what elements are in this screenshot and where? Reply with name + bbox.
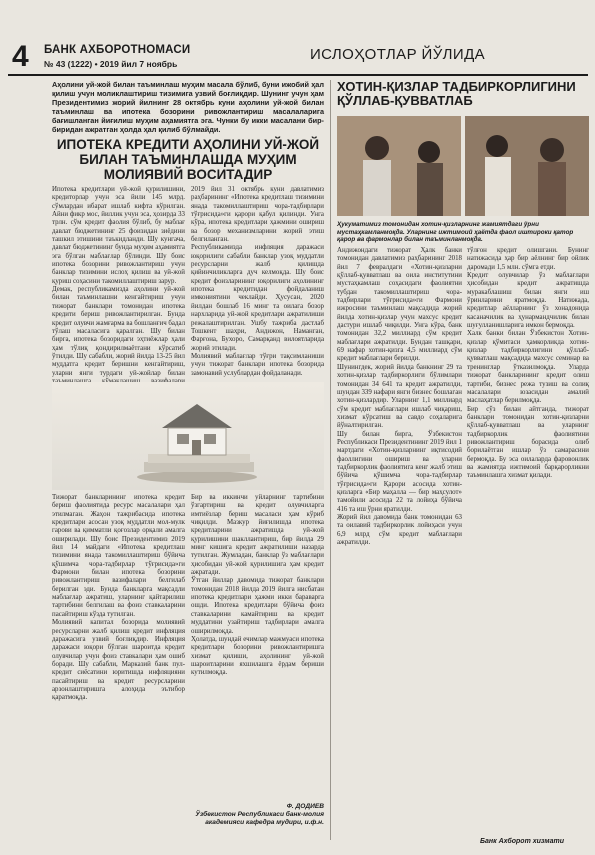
masthead-rule	[8, 74, 588, 76]
lead-paragraph: Аҳолини уй-жой билан таъминлаш муҳим масала бўлиб, буни ижобий ҳал қилиш учун моликлаштириш тизимига узвий боғлиқдир. Шунинг учун ҳам Президентимиз жорий йилнинг 28 октябрь куни аҳолини уй-жой билан таъминлаш ва ипотека бозорини ривожлантириш масалаларига бағишланган йиғилиш муҳим аҳамиятга эга. Чунки бу икки масалани бир-биридан ажратган ҳолда ҳал қилиб бўлмайди.	[52, 80, 324, 134]
right-column-2: тўлғон кредит олишгани. Бунинг натижасида ҳар бир аёлнинг бир ойлик даромади 1,5 млн. сўмга етди. Кредит олувчилар ўз маблағлари ҳисобидан кредит ажратишда муракаблашиш билан янги иш ўринларини яратмоқда. Натижада, кредитлар аёлларнинг ўз хонадонида касаначилик ва ҳунармандчилик билан шуғулланишларига имкон бермоқда. Халк банки билан Ўзбекистон Хотин-қизлар қўмитаси ҳамкорликда хотин-қизлар тадбиркорлигини қўллаб-қувватлаш мақсадида махсус семинар ва тренинглар ўтказилмоқда. Уларда тижорат банкларининг кредит олиш тартиби, бизнес режа тузиш ва солиқ масалалари юзасидан амалий маслаҳатлар берилмоқда. Бир сўз билан айтганда, тижорат банклари томонидан хотин-қизларни қўллаб-қувватлаш ва уларнинг тадбиркорлик фаолиятини ривожлантириш борасида олиб борилаётган ишлар ўз самарасини бермоқда. Бу эса оилаларда фаровонлик ва жамиятда ижтимоий барқарорликни таъминлашга хизмат қилади.	[467, 247, 589, 480]
right-column-1: Андижондаги тижорат Ҳалк банки томонидан давлатимиз раҳбарининг 2018 йил 7 февралдаги «Хотин-қизларни қўллаб-қувватлаш ва оила институтини мустаҳкамлаш соҳасидаги фаолиятни тубдан такомиллаштириш чора-тадбирлари тўғрисида»ги Фармони ижросини таъминлаш мақсадида жорий йилда хотин-қизлар учун махсус кредит дастури ишлаб чиқилди. Унга кўра, банк томонидан 32,2 миллиард сўм кредит маблағлари ажратилди. Бундан ташқари, 69 нафар хотин-қизга 4,5 миллиард сўм кредит маблағлари берилди. Шунингдек, жорий йилда банкнинг 29 та хотин-қизлар тадбиркорлиги бўлимлари томонидан 34 641 та кредит ажратилди, шундан 339 нафари янги бизнес бошлаган хотин-қизлардир. Уларнинг 1,1 миллиард сўм кредит маблағлари ишлаб чиқариш, хизмат кўрсатиш ва савдо соҳаларига йўналтирилган. Шу билан бирга, Ўзбекистон Республикаси Президентининг 2019 йил 1 мартдаги «Хотин-қизларнинг иқтисодий фаоллигини ошириш ва уларни тадбиркорлик фаолиятига кенг жалб этиш бўйича қўшимча чора-тадбирлар тўғрисида»ги Қарори асосида хотин-қизларга «Бир маҳалла — бир маҳсулот» тамойили асосида 22 та лойиҳа бўйича 416 та иш ўрни яратилди. Жорий йил давомида банк томонидан 63 та оилавий тадбиркорлик лойиҳаси учун 6,9 млрд сўм кредит маблағлари ажратилди.	[337, 247, 462, 547]
author-signature	[190, 803, 324, 826]
article-column-1-bottom: Тижорат банкларининг ипотека кредит бериш фаолиятида ресурс масалалари ҳал этилмаган. Жаҳон тажрибасида ипотека кредитлари асосан узоқ муддатли мол-мулк гарови ва қимматли қоғозлар орқали амалга оширилади. Шу боис Президентимиз 2019 йил 14 майдаги «Ипотека кредитлаш тизимини янада такомиллаштириш бўйича қўшимча чора-тадбирлар тўғрисида»ги Фармони билан ипотека бозорини ривожлантириш вазифалари белгилаб берилган эди. Бунда банкларга мақсадли маблағлар ажратиш, уларнинг қайтарилиш тартибини белгилаш ва фоиз ставкаларини пасайтириш кўзда тутилган. Молиявий капитал бозорида молиявий ресурсларни жалб қилиш кредит инфляция даражасига узвий боғлиқдир. Инфляция даражаси юқори бўлган шароитда кредит олувчилар учун фоиз ставкалари ҳам ошиб боради. Шу сабабли, Марказий банк пул-кредит сиёсатини юритишда инфляцияни пасайтириш ва кредит ресурсларини арзонлаштиришга алоҳида эътибор қаратмоқда.	[52, 494, 185, 702]
event-photos	[337, 116, 589, 216]
press-credit: Банк Ахборот хизмати	[480, 838, 564, 845]
article-column-2-top: 2019 йил 31 октябрь куни давлатимиз раҳбарининг «Ипотека кредитлаш тизимини янада такомиллаштириш чора-тадбирлари тўғрисида»ги қарори қабул қилинди. Унга кўра, ипотека кредитлари ҳажмини ошириш ва бозор механизмларини жорий этиш белгиланган. Республикамизда инфляция даражаси юқорилиги сабабли банклар узоқ муддатли ресурсларни жалб қилишда қийинчиликларга дуч келмоқда. Шу боис кредит фоизларининг юқорилиги аҳолининг ипотека кредитидан фойдаланиш имкониятини чеклайди. Ҳусусан, 2020 йилдан бошлаб 16 минг та оилага бозор нархларида уй-жой кредитлари ажратилиши режалаштирилган. Ушбу тажриба дастлаб Тошкент шаҳри, Андижон, Наманган, Фарғона, Бухоро, Самарқанд вилоятларида жорий этилади. Молиявий маблағлар тўғри тақсимланиши учун тижорат банклари ипотека бозорида замонавий услублардан фойдаланади.	[191, 186, 324, 377]
issue-info: № 43 (1222) • 2019 йил 7 ноябрь	[44, 59, 178, 69]
house-on-coins-icon	[52, 382, 324, 490]
article-column-1-top: Ипотека кредитлари уй-жой қурилишини, кредиторлар учун эса йили 145 млрд. сўмлардан ибарат ишлаб кифта кўрилган. Айни фикр мос, йиллик учун эса, ҳозирда 33 трлн. сўм кредит фаолия бўлиб, бу маблағ давлат бюджетининг 25 фоизидан зиёдини ташкил этишини таъкидланди. Шу кунгача, давлат бюджетининг бунда муҳим аҳамиятга эга бўлган маблағлар бўлинди. Шу боис ипотека бозорини ривожлантириш учун банклар тизимини ислоҳ қилиш ва уй-жой қуриш соҳасини такомиллаштириш зарур. Демак, республикамизда аҳолини уй-жой билан таъминлашни кенгайтириш учун тижорат банклари томонидан ипотека кредити бериш ривожлантирилган. Бунда кредит олувчи жамғарма ва бошланғич бадал тўлаш масаласига қаралган. Шу билан бирга, ипотека бозоридаги эҳтиёжлар ҳали ҳам тўлиқ қондирилмаётгани кўрсатиб ўтилди. Шу сабабли, жорий йилда 13-25 йил муддатга кредит беришни кенгайтириш, уларни янги турдаги уй-жойлар билан	[52, 186, 186, 377]
paper-name: БАНК АХБОРОТНОМАСИ	[44, 44, 191, 56]
women-entrepreneurs-photo-icon	[337, 116, 589, 216]
author-name: Ф. ДОДИЕВ	[286, 803, 324, 810]
article-headline: ИПОТЕКА КРЕДИТИ АҲОЛИНИ УЙ-ЖОЙ БИЛАН ТАЪМИНЛАШДА МУҲИМ МОЛИЯВИЙ ВОСИТАДИР	[56, 137, 320, 182]
house-illustration	[52, 382, 324, 490]
page-number: 4	[12, 40, 29, 73]
author-title: Ўзбекистон Республикаси банк-молия академияси кафедра мудири, и.ф.н.	[195, 810, 324, 826]
masthead	[10, 40, 585, 74]
section-title: ИСЛОҲОТЛАР ЙЎЛИДА	[310, 46, 486, 63]
column-divider	[330, 80, 331, 840]
right-article-headline: ХОТИН-ҚИЗЛАР ТАДБИРКОРЛИГИНИ ҚЎЛЛАБ-ҚУВВАТЛАБ	[337, 79, 576, 108]
photo-caption: Ҳукуматимиз томонидан хотин-қизларнинг жамиятдаги ўрни мустаҳкамланмоқда. Уларнинг ижтимоий ҳаётда фаол иштироки қатор қарор ва фармонлар билан таъминланмоқда.	[337, 221, 574, 243]
article-column-2-bottom: Бир ва иккинчи уйларнинг тартибини ўзгартириш ва кредит олувчиларга имтиёзлар бериш масаласи ҳам кўриб чиқилди. Мазкур йиғилишда ипотека кредитларини ажратишда уй-жой қурилишини шакллантириш, бир йилда 29 минг кишига кредит ажратилиши назарда тутилган. Жумладан, банклар ўз маблағлари ҳисобидан уй-жой қурилишига ҳам кредит ажратади. Ўтган йиллар давомида тижорат банклари томонидан 2018 йилда 2019 йилга нисбатан ипотека кредитлари ҳажми икки бараварга ошди. Ипотека кредитлари бўйича фоиз ставкаларини камайтириш ва кредит муддатини узайтириш тадбирлари амалга оширилмоқда. Ҳолатда, шундай ечимлар мажмуаси ипотека кредитлари бозорини ривожлантиришга хизмат қилиши, аҳолининг уй-жой шароитларини яхшилашга ёрдам бериши кутилмоқда.	[191, 494, 324, 677]
